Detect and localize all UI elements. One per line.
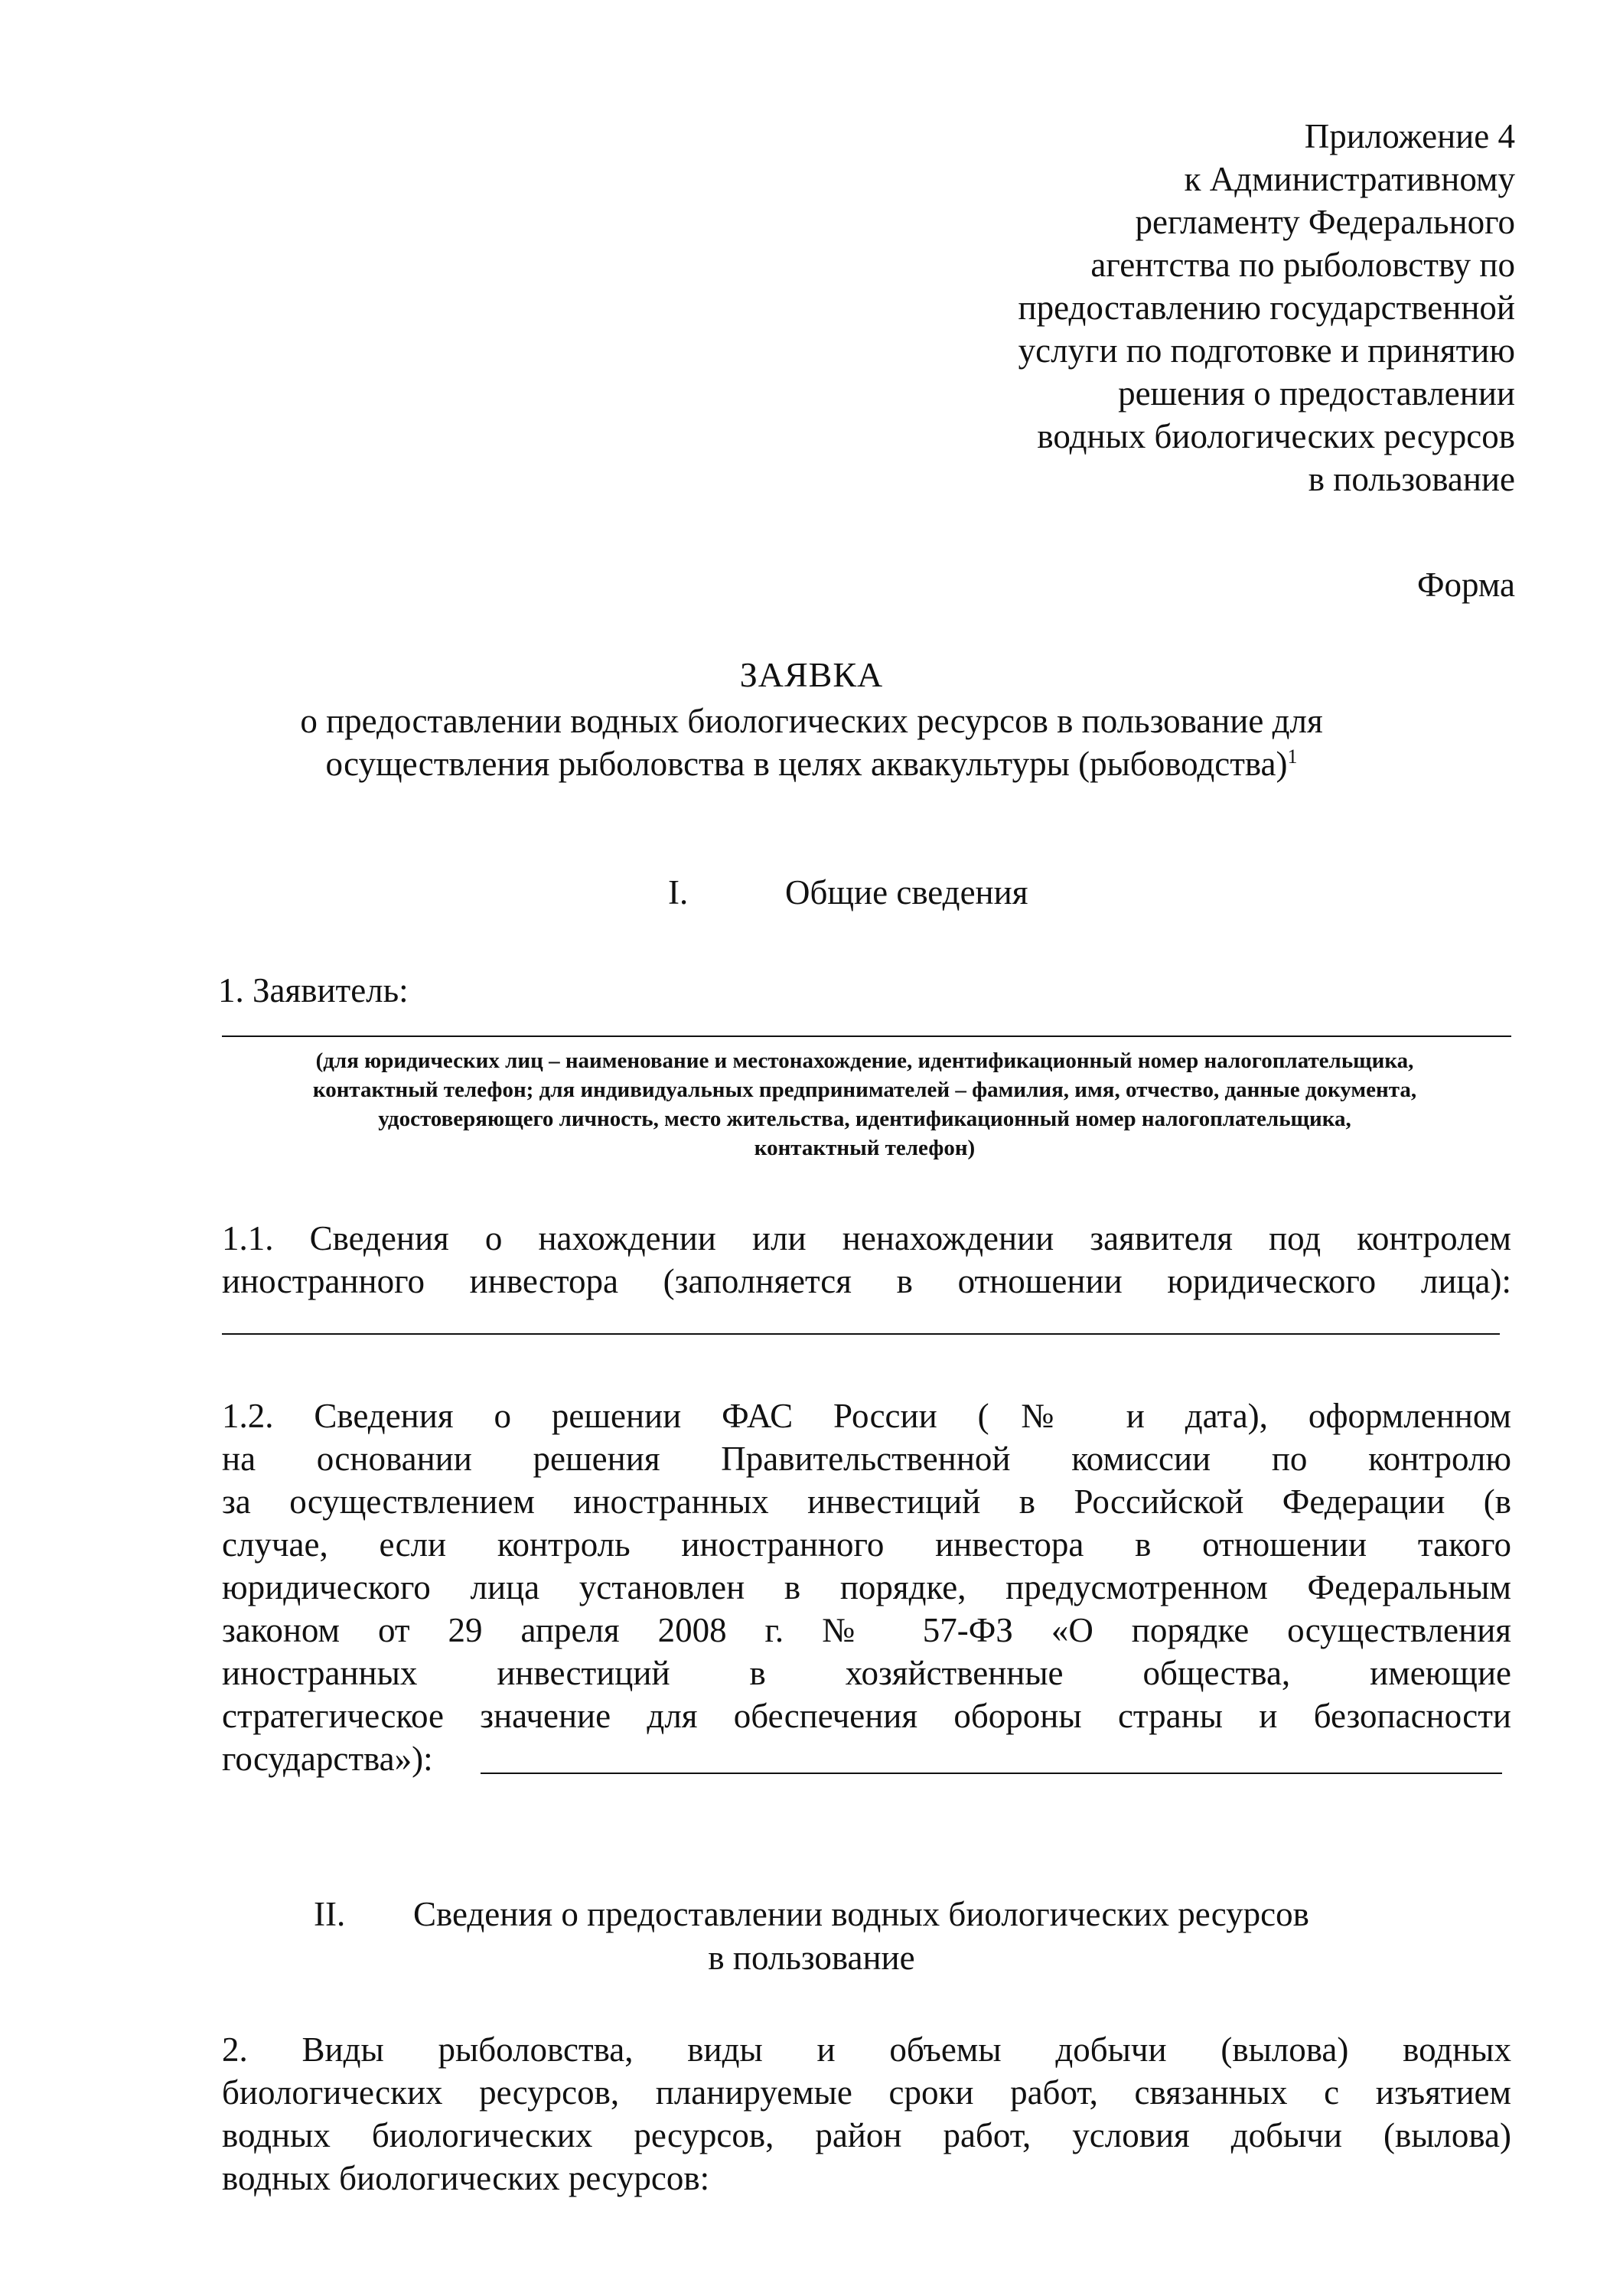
annex-line: услуги по подготовке и принятию <box>1018 331 1515 370</box>
paragraph-line: случае, если контроль иностранного инвестора в отношении такого <box>222 1525 1511 1564</box>
annex-line: решения о предоставлении <box>1118 374 1515 413</box>
subtitle-text: осуществления рыболовства в целях аквакультуры (рыбоводства) <box>325 745 1288 783</box>
item-1-1 <box>222 1217 1511 1303</box>
annex-line: в пользование <box>1308 460 1515 498</box>
annex-line: к Административному <box>1184 160 1515 198</box>
note-line: контактный телефон; для индивидуальных предпринимателей – фамилия, имя, отчество, данные документа, <box>312 1078 1417 1102</box>
fas-decision-fill-line[interactable] <box>481 1773 1502 1774</box>
subtitle-line <box>0 742 1623 785</box>
paragraph-line: стратегическое значение для обеспечения обороны страны и безопасности <box>222 1697 1511 1735</box>
applicant-fill-line[interactable] <box>222 1035 1511 1037</box>
note-line: удостоверяющего личность, место жительства, идентификационный номер налогоплательщика, <box>378 1107 1351 1131</box>
annex-line: водных биологических ресурсов <box>1037 417 1515 455</box>
annex-reference <box>903 115 1515 501</box>
note-line: (для юридических лиц – наименование и местонахождение, идентификационный номер налогоплательщика, <box>315 1049 1414 1073</box>
item-1-2 <box>222 1394 1511 1780</box>
form-label: Форма <box>1416 566 1515 604</box>
document-title: ЗАЯВКА <box>739 655 884 694</box>
paragraph-line: 1.1. Сведения о нахождении или ненахождении заявителя под контролем <box>222 1219 1511 1257</box>
annex-line: Приложение 4 <box>1304 117 1515 155</box>
paragraph-line: биологических ресурсов, планируемые сроки работ, связанных с изъятием <box>222 2073 1511 2112</box>
investor-fill-line[interactable] <box>222 1333 1500 1335</box>
section-2-title-line1: Сведения о предоставлении водных биологических ресурсов <box>413 1895 1309 1933</box>
applicant-label: 1. Заявитель: <box>218 971 409 1009</box>
section-1-numeral: I. <box>668 873 689 912</box>
paragraph-line: 2. Виды рыболовства, виды и объемы добычи (вылова) водных <box>222 2030 1511 2069</box>
paragraph-line: государства»): <box>222 1740 433 1778</box>
section-1-title: Общие сведения <box>785 873 1028 912</box>
paragraph-line: законом от 29 апреля 2008 г. № 57-ФЗ «О порядке осуществления <box>222 1611 1511 1649</box>
annex-line: предоставлению государственной <box>1018 289 1515 327</box>
subtitle-line: о предоставлении водных биологических ресурсов в пользование для <box>300 702 1323 740</box>
note-line: контактный телефон) <box>754 1136 976 1160</box>
paragraph-line: 1.2. Сведения о решении ФАС России (№ и дата), оформленном <box>222 1397 1511 1435</box>
section-2-title-line2: в пользование <box>708 1939 915 1977</box>
annex-line: агентства по рыболовству по <box>1090 246 1515 284</box>
paragraph-line: иностранных инвестиций в хозяйственные общества, имеющие <box>222 1654 1511 1692</box>
paragraph-line: иностранного инвестора (заполняется в отношении юридического лица): <box>222 1262 1511 1300</box>
paragraph-line: водных биологических ресурсов: <box>222 2159 710 2197</box>
applicant-note <box>218 1046 1511 1163</box>
paragraph-line: за осуществлением иностранных инвестиций в Российской Федерации (в <box>222 1482 1511 1521</box>
paragraph-line: водных биологических ресурсов, район работ, условия добычи (вылова) <box>222 2116 1511 2154</box>
paragraph-line: на основании решения Правительственной комиссии по контролю <box>222 1440 1511 1478</box>
paragraph-line: юридического лица установлен в порядке, предусмотренном Федеральным <box>222 1568 1511 1606</box>
section-2-numeral: II. <box>314 1895 346 1933</box>
document-subtitle <box>0 700 1623 785</box>
annex-line: регламенту Федерального <box>1135 203 1515 241</box>
footnote-mark: 1 <box>1287 745 1298 768</box>
item-2 <box>222 2028 1511 2200</box>
